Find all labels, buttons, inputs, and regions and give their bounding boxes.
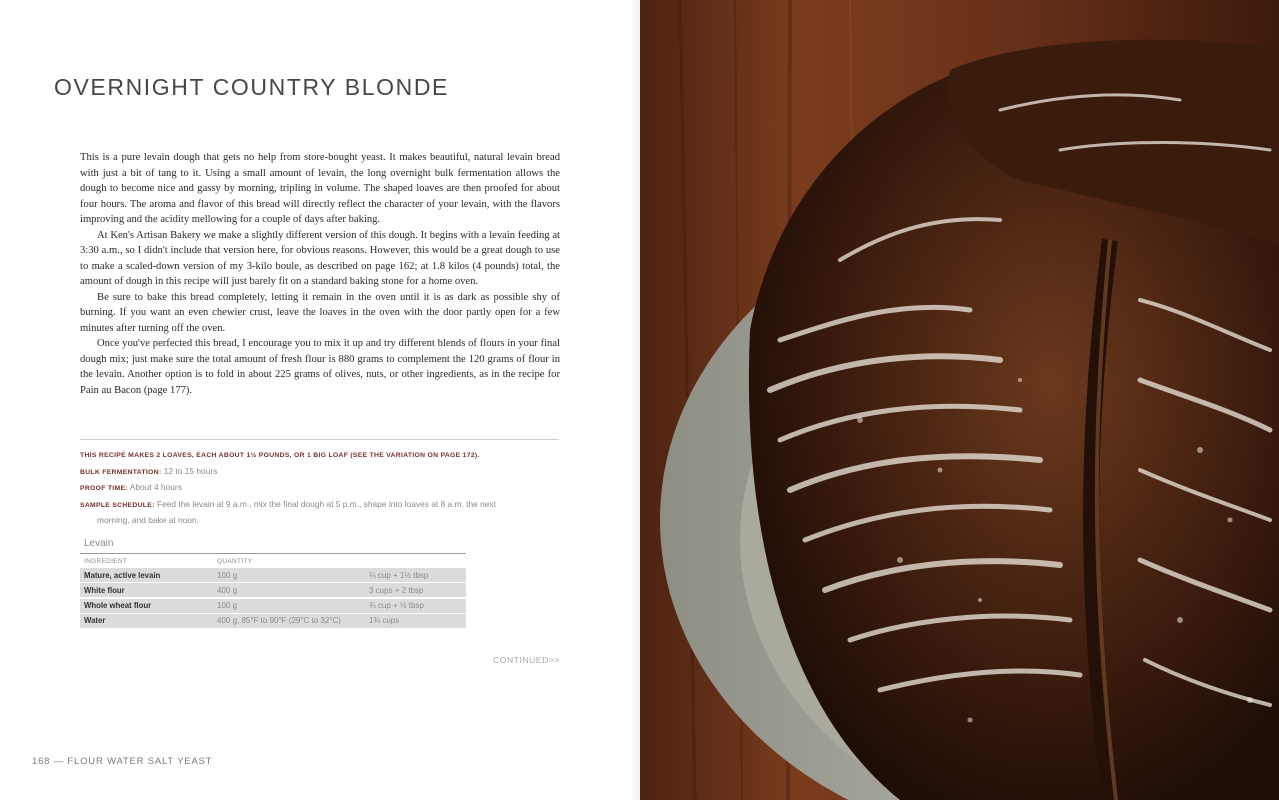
paragraph-2: At Ken's Artisan Bakery we make a slightly different version of this dough. It begins with a levain feeding at 3:30 a.m., so I didn't include that version here, for obvious reasons. However, this would be a great dough to use to make a scaled-down version of my 3-kilo boule, as described on page 162; at 1.8 kilos (4 pounds) total, the amount of dough in this recipe will just barely fit on a standard baking stone for a home oven. [80,229,560,287]
table-row [80,614,466,628]
bulk-fermentation [80,464,559,481]
metric-cell: 400 g, 85°F to 90°F (29°C to 32°C) [217,616,341,626]
volume-cell: ⅓ cup + 1½ tbsp [369,570,429,580]
metric-cell: 100 g [217,570,238,580]
page-footer: 168 — FLOUR WATER SALT YEAST [32,756,213,767]
recipe-title: OVERNIGHT COUNTRY BLONDE [54,74,449,100]
volume-cell: 3 cups + 2 tbsp [369,585,424,595]
table-row [80,583,466,597]
volume-cell: 1¾ cups [369,616,400,626]
sample-schedule [80,497,559,514]
book-spine-shadow [630,0,640,800]
ingredient-cell: Whole wheat flour [84,601,152,611]
volume-cell: ¾ cup + ½ tbsp [369,601,424,611]
ingredient-cell: Mature, active levain [84,570,161,580]
header-quantity: QUANTITY [217,557,253,565]
table-title: Levain [80,538,466,554]
bulk-label: BULK FERMENTATION: [80,468,162,476]
schedule-label: SAMPLE SCHEDULE: [80,501,155,509]
paragraph-4: Once you've perfected this bread, I encourage you to mix it up and try different blends of flours in your final dough mix; just make sure the total amount of fresh flour is 880 grams to complement the 120 grams of flour in the levain. Another option is to fold in about 225 grams of olives, nuts, or other ingredients, as in the recipe for Pain au Bacon (page 177). [80,338,560,396]
schedule-value-cont: morning, and bake at noon. [97,515,199,526]
ingredient-cell: White flour [84,585,125,595]
paragraph-3: Be sure to bake this bread completely, letting it remain in the oven until it is as dark as possible shy of burning. If you want an even chewier crust, leave the loaves in the oven with the door partly open for a few minutes after turning off the oven. [80,291,560,334]
proof-label: PROOF TIME: [80,485,128,493]
recipe-meta [80,439,559,529]
bread-photo [640,0,1279,800]
paragraph-1: This is a pure levain dough that gets no help from store-bought yeast. It makes beautiful, natural levain bread with just a bit of tang to it. Using a small amount of levain, the long overnight bulk fermentation allows the dough to become nice and gassy by morning, tripling in volume. The shaped loaves are then proofed for about four hours. The aroma and flavor of this bread will directly reflect the character of your levain, with the flavors improving and the acidity mellowing for a couple of days after baking. [80,152,560,225]
ingredient-cell: Water [84,616,106,626]
bulk-value: 12 to 15 hours [163,465,218,476]
header-ingredient: INGREDIENT [84,557,128,565]
table-row [80,599,466,613]
proof-value: About 4 hours [129,482,182,493]
metric-cell: 100 g [217,601,238,611]
recipe-yield: THIS RECIPE MAKES 2 LOAVES, EACH ABOUT 1½ POUNDS, OR 1 BIG LOAF (SEE THE VARIATION ON PAGE 172). [80,452,480,459]
table-row [80,568,466,582]
schedule-value: Feed the levain at 9 a.m., mix the final dough at 5 p.m., shape into loaves at 8 a.m. the next [157,498,496,509]
boule-loaf-image [640,0,1279,800]
table-header [80,554,466,568]
metric-cell: 400 g [217,585,238,595]
proof-time [80,480,559,497]
levain-table [80,538,466,629]
intro-text [80,150,560,398]
continued-link: CONTINUED>> [493,655,561,665]
